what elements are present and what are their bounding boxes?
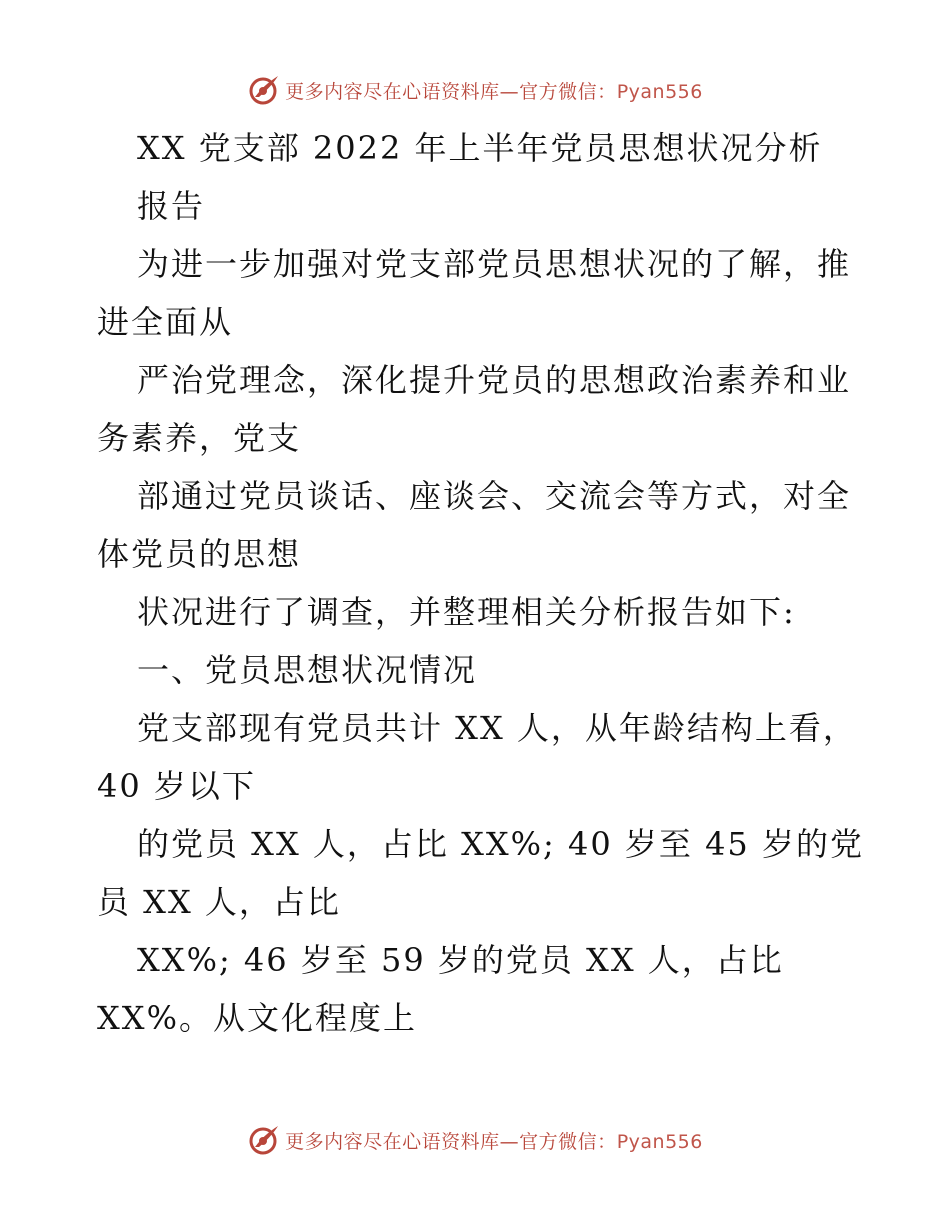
doc-line: 员 XX 人，占比 (97, 883, 341, 921)
header-banner (0, 70, 950, 110)
quill-circle-logo-icon (247, 73, 281, 107)
doc-line: 状况进行了调查，并整理相关分析报告如下: (137, 593, 796, 631)
banner-contact-label: 官方微信： (519, 1130, 617, 1153)
doc-line: 为进一步加强对党支部党员思想状况的了解，推 (137, 245, 852, 283)
footer-banner (0, 1120, 950, 1160)
doc-line: XX%。从文化程度上 (97, 999, 417, 1037)
doc-line: 务素养，党支 (97, 419, 302, 457)
doc-line: 的党员 XX 人，占比 XX%; 40 岁至 45 岁的党 (137, 825, 864, 863)
banner-site-text: 更多内容尽在心语资料库 (285, 80, 500, 103)
doc-line: XX%; 46 岁至 59 岁的党员 XX 人，占比 (137, 941, 784, 979)
doc-line: 党支部现有党员共计 XX 人，从年龄结构上看， (137, 709, 857, 747)
doc-line: 40 岁以下 (97, 767, 256, 805)
doc-section-heading: 一、党员思想状况情况 (137, 651, 478, 689)
doc-line: 部通过党员谈话、座谈会、交流会等方式，对全 (137, 477, 852, 515)
doc-line: 严治党理念，深化提升党员的思想政治素养和业 (137, 361, 852, 399)
doc-title-line-2: 报告 (137, 187, 206, 225)
banner-text (285, 1127, 703, 1154)
quill-circle-logo-icon (247, 1123, 281, 1157)
doc-line: 进全面从 (97, 303, 234, 341)
banner-contact-handle: Pyan556 (616, 1130, 703, 1153)
banner-text (285, 77, 703, 104)
banner-site-text: 更多内容尽在心语资料库 (285, 1130, 500, 1153)
doc-title-line-1: XX 党支部 2022 年上半年党员思想状况分析 (137, 129, 823, 167)
banner-contact-label: 官方微信： (519, 80, 617, 103)
banner-dash: — (499, 1130, 520, 1153)
banner-dash: — (499, 80, 520, 103)
banner-contact-handle: Pyan556 (616, 80, 703, 103)
doc-line: 体党员的思想 (97, 535, 302, 573)
